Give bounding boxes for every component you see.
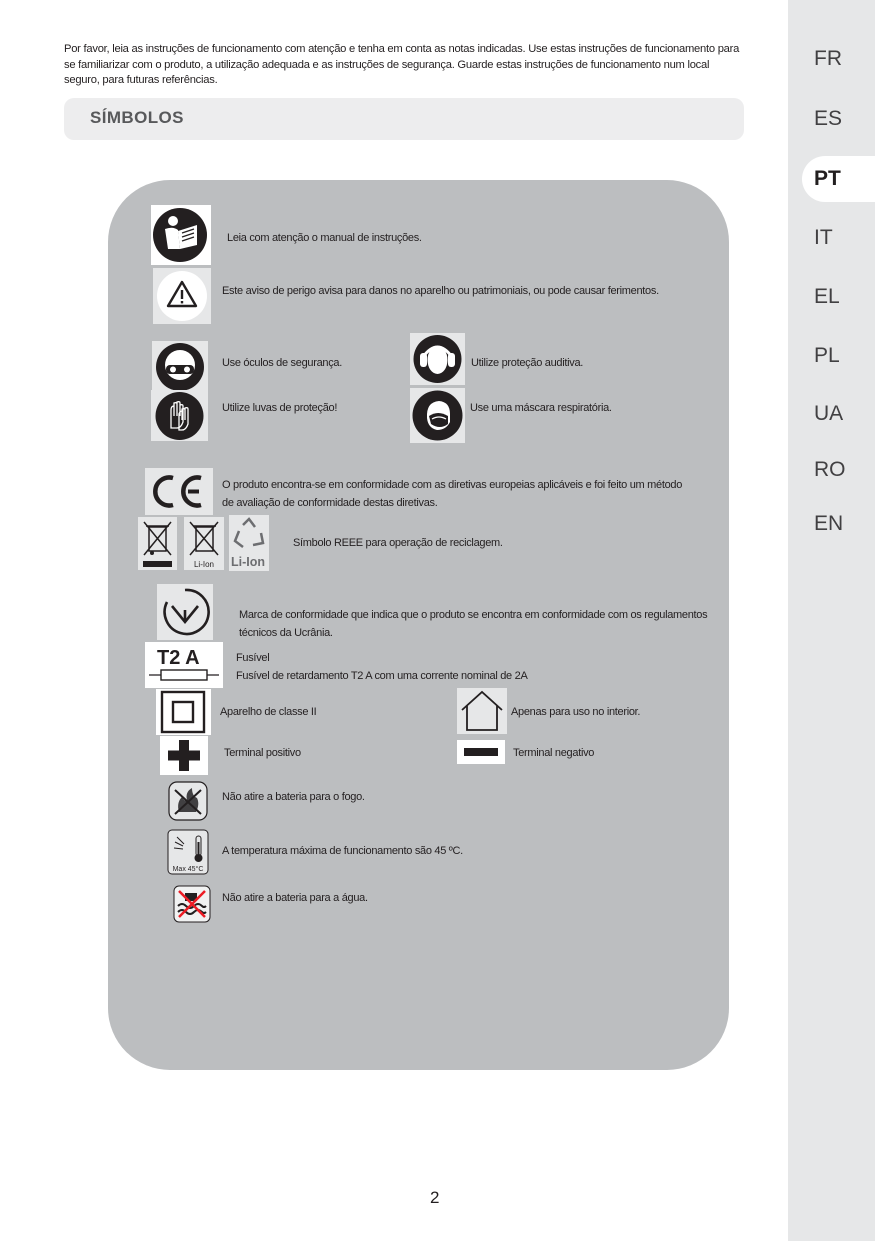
positive-terminal-label: Terminal positivo	[224, 747, 301, 759]
indoor-house-icon	[457, 688, 507, 734]
lang-tab-ua[interactable]: UA	[814, 402, 844, 425]
lang-tab-en[interactable]: EN	[814, 512, 844, 535]
warning-triangle-icon	[153, 268, 211, 324]
no-water-label: Não atire a bateria para a água.	[222, 892, 368, 904]
weee-liion-bin-icon	[184, 517, 224, 570]
safety-goggles-icon	[152, 341, 208, 393]
ukraine-label-line1: Marca de conformidade que indica que o produto se encontra em conformidade com os regulamentos	[239, 609, 708, 621]
mask-label: Use uma máscara respiratória.	[470, 402, 612, 414]
ce-mark-icon	[145, 468, 213, 515]
weee-label: Símbolo REEE para operação de reciclagem.	[293, 537, 503, 549]
lang-tab-el[interactable]: EL	[814, 285, 840, 308]
lang-tab-fr[interactable]: FR	[814, 47, 842, 70]
lang-tab-pl[interactable]: PL	[814, 344, 840, 367]
indoor-label: Apenas para uso no interior.	[511, 706, 641, 718]
class-ii-label: Aparelho de classe II	[220, 706, 317, 718]
lang-tab-pt[interactable]: PT	[802, 156, 875, 202]
section-title: SÍMBOLOS	[90, 108, 184, 127]
lang-tab-ro[interactable]: RO	[814, 458, 846, 481]
ce-label-line2: de avaliação de conformidade destas diretivas.	[222, 497, 438, 509]
no-fire-icon	[166, 780, 211, 822]
read-manual-icon	[151, 205, 211, 265]
ukraine-label-line2: técnicos da Ucrânia.	[239, 627, 333, 639]
max-temp-label: A temperatura máxima de funcionamento são 45 ºC.	[222, 845, 463, 857]
ear-protection-icon	[410, 333, 465, 385]
negative-terminal-label: Terminal negativo	[513, 747, 595, 759]
ukraine-conformity-icon	[157, 584, 213, 640]
read-manual-label: Leia com atenção o manual de instruções.	[227, 232, 422, 244]
fuse-rating-text: T2 A	[157, 647, 200, 669]
page-number: 2	[430, 1188, 440, 1207]
fuse-description: Fusível de retardamento T2 A com uma corrente nominal de 2A	[236, 670, 528, 682]
class-ii-icon	[156, 689, 211, 735]
lang-tab-es[interactable]: ES	[814, 107, 843, 130]
recycle-liion-icon	[229, 515, 269, 571]
gloves-label: Utilize luvas de proteção!	[222, 402, 338, 414]
ce-label-line1: O produto encontra-se em conformidade com as diretivas europeias aplicáveis e foi feito um método	[222, 479, 683, 491]
plus-icon	[160, 736, 208, 775]
liion-large-text: Li-Ion	[230, 555, 266, 569]
fuse-title: Fusível	[236, 652, 270, 664]
no-fire-label: Não atire a bateria para o fogo.	[222, 791, 365, 803]
fuse-icon	[145, 642, 223, 688]
ear-protection-label: Utilize proteção auditiva.	[471, 357, 584, 369]
intro-paragraph: Por favor, leia as instruções de funcionamento com atenção e tenha em conta as notas indicadas. Use estas instruções de funcionamento para se familiarizar com o produto, a utilização adequada e as instruções de segurança. Guarde estas instruções de funcionamento num local seguro, para futuras referências.	[64, 43, 740, 86]
minus-icon	[457, 740, 505, 764]
section-heading-bar	[64, 98, 744, 140]
no-water-icon	[172, 884, 212, 924]
goggles-label: Use óculos de segurança.	[222, 357, 342, 369]
max-temp-badge-text: Max 45°C	[172, 866, 204, 873]
lang-tab-it[interactable]: IT	[814, 226, 833, 249]
liion-small-text: Li-Ion	[193, 560, 215, 569]
language-sidebar	[788, 0, 875, 1241]
weee-bin-icon	[138, 517, 177, 570]
respiratory-mask-icon	[410, 388, 465, 443]
thermometer-icon	[165, 828, 211, 876]
gloves-icon	[151, 390, 208, 441]
warning-label: Este aviso de perigo avisa para danos no aparelho ou patrimoniais, ou pode causar ferimentos.	[222, 285, 659, 297]
